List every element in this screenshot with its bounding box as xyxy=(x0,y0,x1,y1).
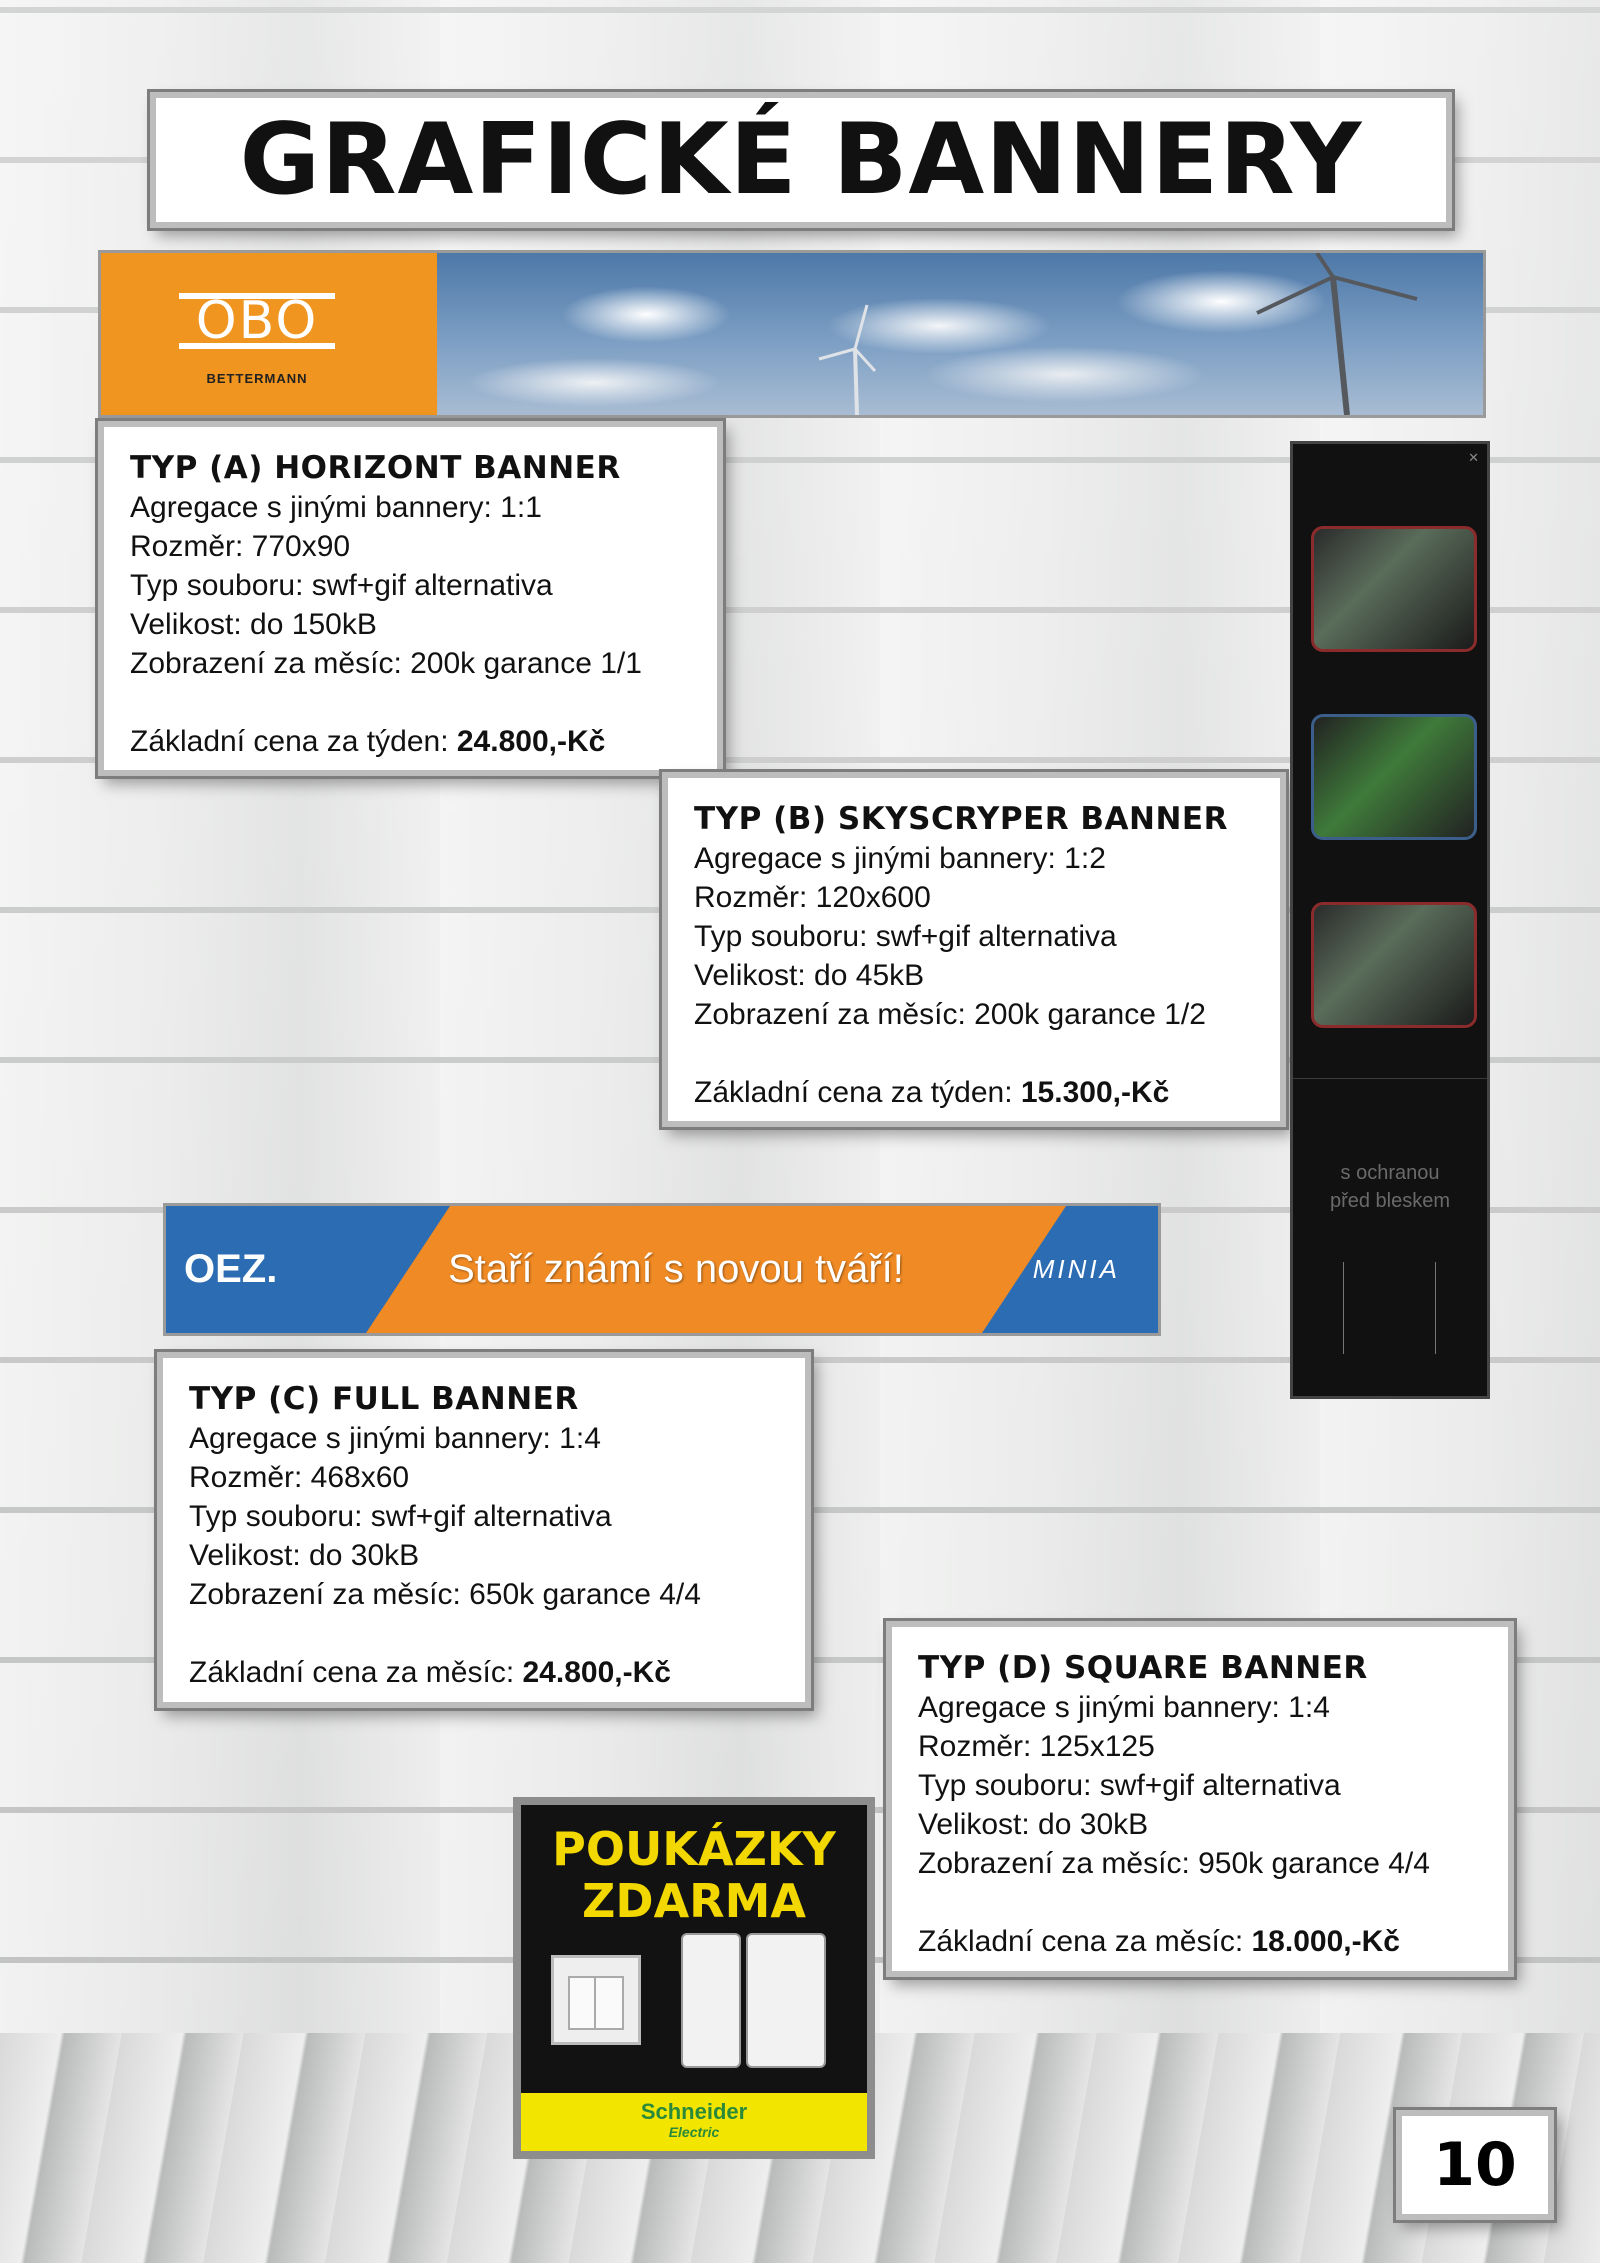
card-line: Velikost: do 30kB xyxy=(189,1539,420,1572)
card-type-c xyxy=(157,1352,811,1708)
card-heading: TYP (C) FULL BANNER xyxy=(189,1381,579,1417)
card-line: Rozměr: 125x125 xyxy=(918,1730,1155,1763)
square-banner-title xyxy=(521,1823,867,1927)
wind-turbine-large xyxy=(1257,253,1417,415)
card-line: Typ souboru: swf+gif alternativa xyxy=(918,1769,1341,1802)
card-price-row xyxy=(918,1922,1482,1961)
card-heading: TYP (B) SKYSCRYPER BANNER xyxy=(694,801,1228,837)
card-type-b xyxy=(662,772,1286,1127)
card-line: Agregace s jinými bannery: 1:1 xyxy=(130,491,542,524)
obo-logo-subtitle: BETTERMANN xyxy=(206,371,308,386)
schneider-square-banner[interactable] xyxy=(513,1797,875,2159)
card-type-a xyxy=(98,421,723,776)
card-heading: TYP (A) HORIZONT BANNER xyxy=(130,450,621,486)
square-title-line-1: POUKÁZKY xyxy=(552,1822,836,1876)
card-price-row xyxy=(189,1653,779,1692)
card-line: Agregace s jinými bannery: 1:4 xyxy=(189,1422,601,1455)
card-line: Typ souboru: swf+gif alternativa xyxy=(694,920,1117,953)
page-title: GRAFICKÉ BANNERY xyxy=(239,103,1363,217)
card-line: Rozměr: 120x600 xyxy=(694,881,931,914)
price-label: Základní cena za měsíc: xyxy=(918,1925,1252,1958)
price-label: Základní cena za týden: xyxy=(694,1076,1021,1109)
product-image-1 xyxy=(1311,526,1477,652)
card-line: Agregace s jinými bannery: 1:4 xyxy=(918,1691,1330,1724)
obo-horizont-banner[interactable] xyxy=(98,250,1486,418)
divider xyxy=(1343,1262,1344,1354)
card-line: Velikost: do 30kB xyxy=(918,1808,1149,1841)
price-label: Základní cena za týden: xyxy=(130,725,457,758)
schneider-logo-line-2: Electric xyxy=(668,2124,720,2140)
card-line: Rozměr: 468x60 xyxy=(189,1461,410,1494)
oez-full-banner[interactable] xyxy=(163,1203,1161,1336)
page-title-box xyxy=(150,92,1452,228)
schneider-logo-line-1: Schneider xyxy=(640,2099,748,2124)
price-value: 24.800,-Kč xyxy=(522,1656,671,1689)
card-line: Agregace s jinými bannery: 1:2 xyxy=(694,842,1106,875)
obo-logo-text: OBO xyxy=(195,291,319,351)
card-type-d xyxy=(886,1621,1514,1977)
switch-image xyxy=(551,1955,641,2045)
price-value: 18.000,-Kč xyxy=(1251,1925,1400,1958)
oez-logo: OEZ. xyxy=(184,1247,278,1291)
skyscraper-text-1: s ochranou xyxy=(1340,1162,1440,1184)
card-line: Velikost: do 45kB xyxy=(694,959,925,992)
card-line: Rozměr: 770x90 xyxy=(130,530,351,563)
skyscraper-banner[interactable] xyxy=(1290,441,1490,1399)
schneider-logo xyxy=(521,2093,867,2151)
product-image-3 xyxy=(1311,902,1477,1028)
card-price-row xyxy=(694,1073,1254,1112)
wind-turbine-small xyxy=(819,305,875,415)
card-price-row xyxy=(130,722,691,761)
close-icon[interactable]: ✕ xyxy=(1468,450,1479,465)
product-image-2 xyxy=(1311,714,1477,840)
obo-logo xyxy=(101,253,437,415)
card-line: Velikost: do 150kB xyxy=(130,608,377,641)
card-line: Zobrazení za měsíc: 650k garance 4/4 xyxy=(189,1578,701,1611)
breaker-image-2 xyxy=(746,1933,826,2068)
card-heading: TYP (D) SQUARE BANNER xyxy=(918,1650,1368,1686)
page-number xyxy=(1396,2110,1554,2220)
skyscraper-text-2: před bleskem xyxy=(1329,1190,1451,1212)
page-number-text: 10 xyxy=(1433,2130,1517,2200)
card-line: Zobrazení za měsíc: 200k garance 1/2 xyxy=(694,998,1206,1031)
price-value: 15.300,-Kč xyxy=(1020,1076,1170,1109)
breaker-image-1 xyxy=(681,1933,741,2068)
price-value: 24.800,-Kč xyxy=(456,725,606,758)
wind-turbine-image xyxy=(437,253,1483,415)
divider xyxy=(1435,1262,1436,1354)
card-line: Zobrazení za měsíc: 200k garance 1/1 xyxy=(130,647,642,680)
card-line: Typ souboru: swf+gif alternativa xyxy=(189,1500,612,1533)
square-title-line-2: ZDARMA xyxy=(582,1874,806,1928)
price-label: Základní cena za měsíc: xyxy=(189,1656,523,1689)
card-line: Typ souboru: swf+gif alternativa xyxy=(130,569,553,602)
oez-slogan: Staří známí s novou tváří! xyxy=(448,1247,904,1291)
card-line: Zobrazení za měsíc: 950k garance 4/4 xyxy=(918,1847,1430,1880)
minia-logo: MINIA xyxy=(1032,1254,1120,1284)
